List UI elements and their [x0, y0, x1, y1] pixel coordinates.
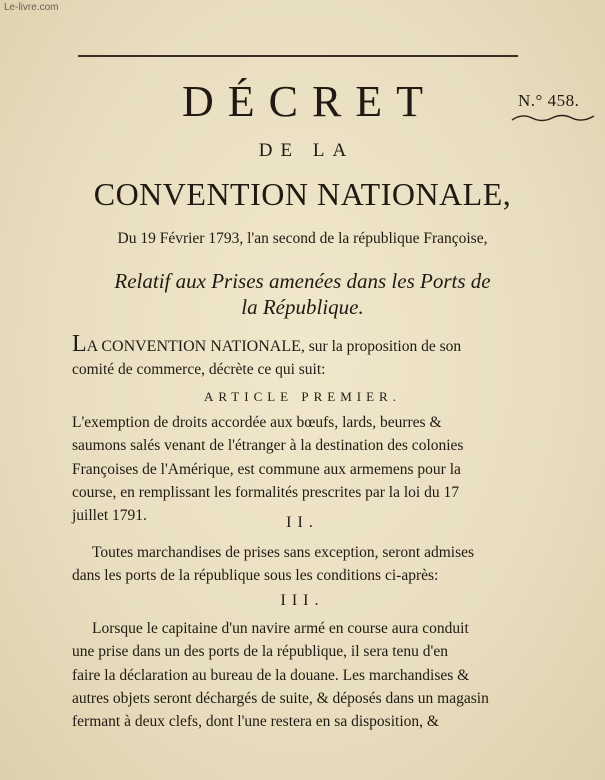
article-line: Lorsque le capitaine d'un navire armé en course aura conduit: [92, 620, 469, 637]
preamble-lead: A CONVENTION NATIONALE,: [86, 338, 305, 355]
article-3: [72, 617, 515, 733]
document-number: N.° 458.: [518, 91, 580, 110]
article-line: une prise dans un des ports de la république, il sera tenu d'en: [72, 643, 448, 661]
dateline: Du 19 Février 1793, l'an second de la république Françoise,: [117, 230, 488, 247]
article-line: dans les ports de la république sous les conditions ci-après:: [72, 567, 439, 585]
preamble-line: comité de commerce, décrète ce qui suit:: [72, 361, 326, 379]
title-de-la: DE LA: [258, 140, 355, 161]
preamble-line: [72, 333, 515, 358]
subject: [0, 268, 605, 320]
article-1: [72, 411, 515, 527]
preamble: [72, 333, 515, 382]
subject-line: la République.: [241, 295, 364, 319]
article-line: Toutes marchandises de prises sans exception, seront admises: [92, 544, 475, 561]
article-line: faire la déclaration au bureau de la douane. Les marchandises &: [72, 666, 470, 684]
article-2-heading: II.: [286, 514, 319, 531]
watermark: Le-livre.com: [4, 2, 59, 13]
article-line: juillet 1791.: [72, 507, 147, 525]
header-rule: [78, 55, 518, 57]
article-heading: ARTICLE PREMIER.: [204, 389, 401, 404]
article-line: autres objets seront déchargés de suite, & déposés dans un magasin: [72, 689, 489, 707]
subject-line: Relatif aux Prises amenées dans les Ports de: [114, 269, 491, 293]
title-convention: CONVENTION NATIONALE,: [93, 176, 512, 212]
article-line: course, en remplissant les formalités prescrites par la loi du 17: [72, 483, 459, 501]
preamble-text: sur la proposition de son: [308, 338, 462, 355]
article-line: fermant à deux clefs, dont l'une restera en sa disposition, &: [72, 713, 439, 731]
article-line: L'exemption de droits accordée aux bœufs, lards, beurres &: [72, 414, 442, 431]
drop-cap: L: [72, 331, 87, 357]
article-3-heading: III.: [280, 592, 325, 609]
article-line: saumons salés venant de l'étranger à la destination des colonies: [72, 437, 464, 455]
article-line: Françoises de l'Amérique, est commune aux armemens pour la: [72, 460, 461, 478]
article-2: [72, 541, 515, 588]
title-decret: DÉCRET: [181, 77, 438, 126]
